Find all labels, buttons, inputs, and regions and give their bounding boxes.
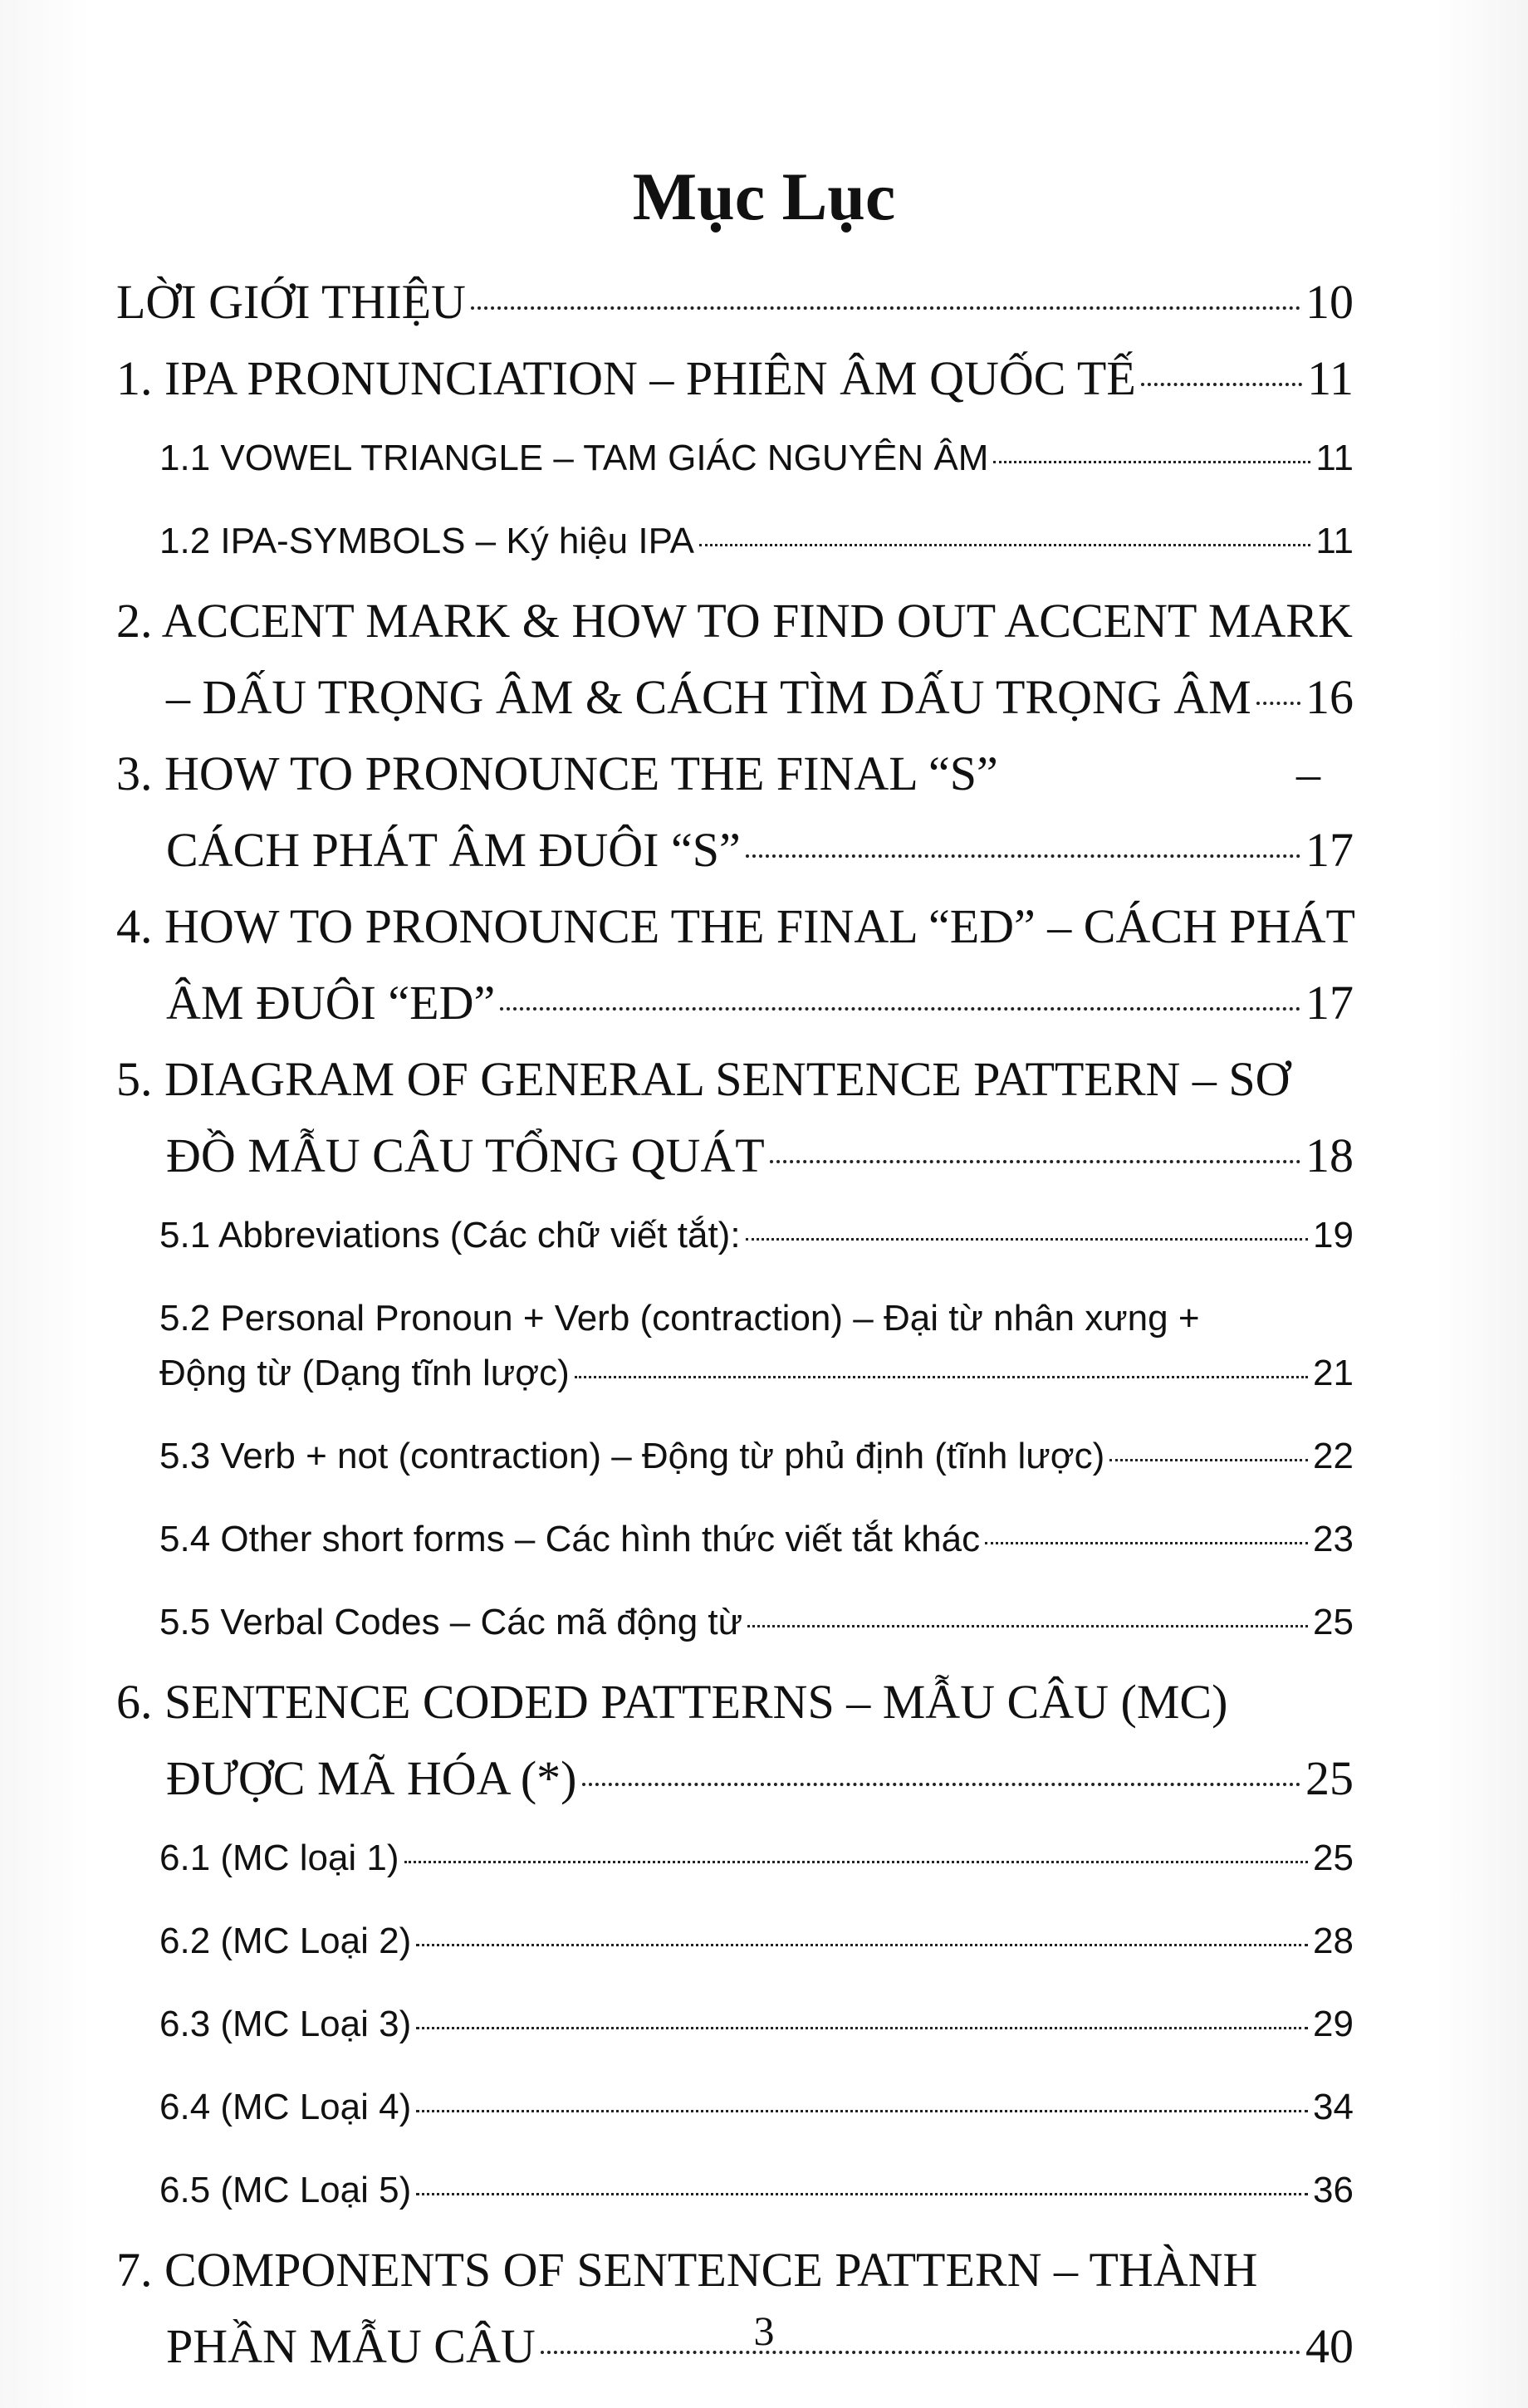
toc-entry-label: 1. IPA PRONUNCIATION – PHIÊN ÂM QUỐC TẾ bbox=[116, 351, 1136, 405]
toc-subentry bbox=[116, 1415, 1354, 1498]
dot-leader bbox=[747, 1625, 1308, 1627]
toc-subentry bbox=[116, 2149, 1354, 2232]
toc-entry bbox=[116, 264, 1354, 340]
toc-entry bbox=[116, 1041, 1354, 1194]
toc-page-number: 17 bbox=[1305, 823, 1354, 877]
toc-page-number: 10 bbox=[1305, 275, 1354, 329]
toc-page-number: 25 bbox=[1313, 1838, 1354, 1878]
toc-subentry bbox=[116, 417, 1354, 500]
toc-entry bbox=[116, 1664, 1354, 1817]
toc-entry-first-line: 2. ACCENT MARK & HOW TO FIND OUT ACCENT MARK bbox=[116, 594, 1353, 648]
toc-subentry bbox=[116, 1900, 1354, 1983]
dot-leader bbox=[500, 1007, 1300, 1011]
toc-page-number: 16 bbox=[1305, 670, 1354, 724]
dot-leader bbox=[416, 2110, 1308, 2112]
toc-entry-label: 6.2 (MC Loại 2) bbox=[159, 1921, 412, 1961]
toc-entry-label: PHẦN MẪU CÂU bbox=[166, 2319, 536, 2373]
toc-entry bbox=[116, 340, 1354, 417]
dot-leader bbox=[1109, 1459, 1308, 1461]
dot-leader bbox=[575, 1376, 1308, 1378]
toc-entry-label: – DẤU TRỌNG ÂM & CÁCH TÌM DẤU TRỌNG ÂM bbox=[166, 670, 1251, 724]
toc-subentry bbox=[116, 1581, 1354, 1664]
toc-entry-label: 6.4 (MC Loại 4) bbox=[159, 2087, 412, 2127]
toc-subentry bbox=[116, 1498, 1354, 1581]
dot-leader bbox=[770, 1160, 1300, 1163]
toc-page-number: 29 bbox=[1313, 2004, 1354, 2044]
toc-page-number: 25 bbox=[1305, 1751, 1354, 1805]
toc-page-number: 36 bbox=[1313, 2170, 1354, 2210]
toc-entry bbox=[116, 888, 1354, 1041]
toc-page-number: 23 bbox=[1313, 1519, 1354, 1559]
toc-entry-label: 5.5 Verbal Codes – Các mã động từ bbox=[159, 1602, 743, 1642]
page-number: 3 bbox=[753, 2308, 775, 2354]
dot-leader bbox=[582, 1783, 1300, 1786]
toc-subentry bbox=[116, 500, 1354, 583]
toc-entry-label: 6.5 (MC Loại 5) bbox=[159, 2170, 412, 2210]
toc-entry-label: 6.1 (MC loại 1) bbox=[159, 1838, 399, 1878]
toc-entry-label: LỜI GIỚI THIỆU bbox=[116, 275, 466, 329]
toc-page-number: 28 bbox=[1313, 1921, 1354, 1961]
dot-leader bbox=[746, 854, 1300, 858]
toc-entry bbox=[116, 736, 1354, 888]
toc-entry-label: 5.3 Verb + not (contraction) – Động từ phủ định (tĩnh lược) bbox=[159, 1436, 1105, 1476]
toc-page-number: 25 bbox=[1313, 1602, 1354, 1642]
toc-subentry bbox=[116, 1817, 1354, 1900]
toc-page-number: 21 bbox=[1313, 1353, 1354, 1393]
toc-entry-label: ĐỒ MẪU CÂU TỔNG QUÁT bbox=[166, 1128, 765, 1182]
toc-entry-first-line: 7. COMPONENTS OF SENTENCE PATTERN – THÀNH bbox=[116, 2243, 1258, 2297]
toc-entry-label: CÁCH PHÁT ÂM ĐUÔI “S” bbox=[166, 823, 741, 877]
toc-subentry bbox=[116, 1983, 1354, 2066]
toc-page-number: 40 bbox=[1305, 2319, 1354, 2373]
toc-entry-first-line: 5.2 Personal Pronoun + Verb (contraction) – Đại từ nhân xưng + bbox=[159, 1298, 1200, 1339]
toc-subentry bbox=[116, 1277, 1354, 1415]
dot-leader bbox=[1141, 383, 1302, 386]
dot-leader bbox=[1256, 702, 1300, 705]
toc-entry-label: 5.4 Other short forms – Các hình thức viết tắt khác bbox=[159, 1519, 981, 1559]
toc-entry-label: 1.2 IPA-SYMBOLS – Ký hiệu IPA bbox=[159, 521, 694, 561]
toc-entry-first-line: 6. SENTENCE CODED PATTERNS – MẪU CÂU (MC) bbox=[116, 1675, 1228, 1729]
toc-subentry bbox=[116, 2066, 1354, 2149]
toc-page-number: 11 bbox=[1315, 438, 1354, 478]
page-title: Mục Lục bbox=[632, 159, 896, 234]
dot-leader bbox=[993, 461, 1310, 463]
toc-entry-first-line: 5. DIAGRAM OF GENERAL SENTENCE PATTERN – SƠ bbox=[116, 1052, 1290, 1106]
toc-entry-first-line: 3. HOW TO PRONOUNCE THE FINAL “S” bbox=[116, 746, 998, 800]
toc-page-number: 11 bbox=[1307, 351, 1354, 405]
toc-entry-label: 5.1 Abbreviations (Các chữ viết tắt): bbox=[159, 1215, 741, 1255]
toc-page-number: 22 bbox=[1313, 1436, 1354, 1476]
dot-leader bbox=[471, 306, 1300, 310]
toc-entry-label: ÂM ĐUÔI “ED” bbox=[166, 976, 496, 1030]
toc-entry-label: ĐƯỢC MÃ HÓA (*) bbox=[166, 1751, 577, 1805]
table-of-contents bbox=[116, 264, 1354, 2385]
dot-leader bbox=[699, 544, 1310, 546]
dot-leader bbox=[416, 2027, 1308, 2029]
toc-entry-label: 1.1 VOWEL TRIANGLE – TAM GIÁC NGUYÊN ÂM bbox=[159, 438, 989, 478]
toc-entry-label: Động từ (Dạng tĩnh lược) bbox=[159, 1353, 570, 1393]
toc-entry bbox=[116, 583, 1354, 736]
toc-page-number: 17 bbox=[1305, 976, 1354, 1030]
toc-page-number: 18 bbox=[1305, 1128, 1354, 1182]
toc-entry-first-line: 4. HOW TO PRONOUNCE THE FINAL “ED” – CÁCH PHÁT bbox=[116, 899, 1355, 953]
dot-leader bbox=[404, 1861, 1309, 1863]
dot-leader bbox=[416, 1944, 1308, 1946]
toc-page-number: 11 bbox=[1315, 521, 1354, 561]
toc-entry-dash: – bbox=[1296, 746, 1320, 800]
dot-leader bbox=[985, 1542, 1308, 1544]
dot-leader bbox=[746, 1238, 1308, 1241]
toc-entry-label: 6.3 (MC Loại 3) bbox=[159, 2004, 412, 2044]
toc-page-number: 19 bbox=[1313, 1215, 1354, 1255]
toc-subentry bbox=[116, 1194, 1354, 1277]
toc-page-number: 34 bbox=[1313, 2087, 1354, 2127]
dot-leader bbox=[416, 2193, 1308, 2195]
